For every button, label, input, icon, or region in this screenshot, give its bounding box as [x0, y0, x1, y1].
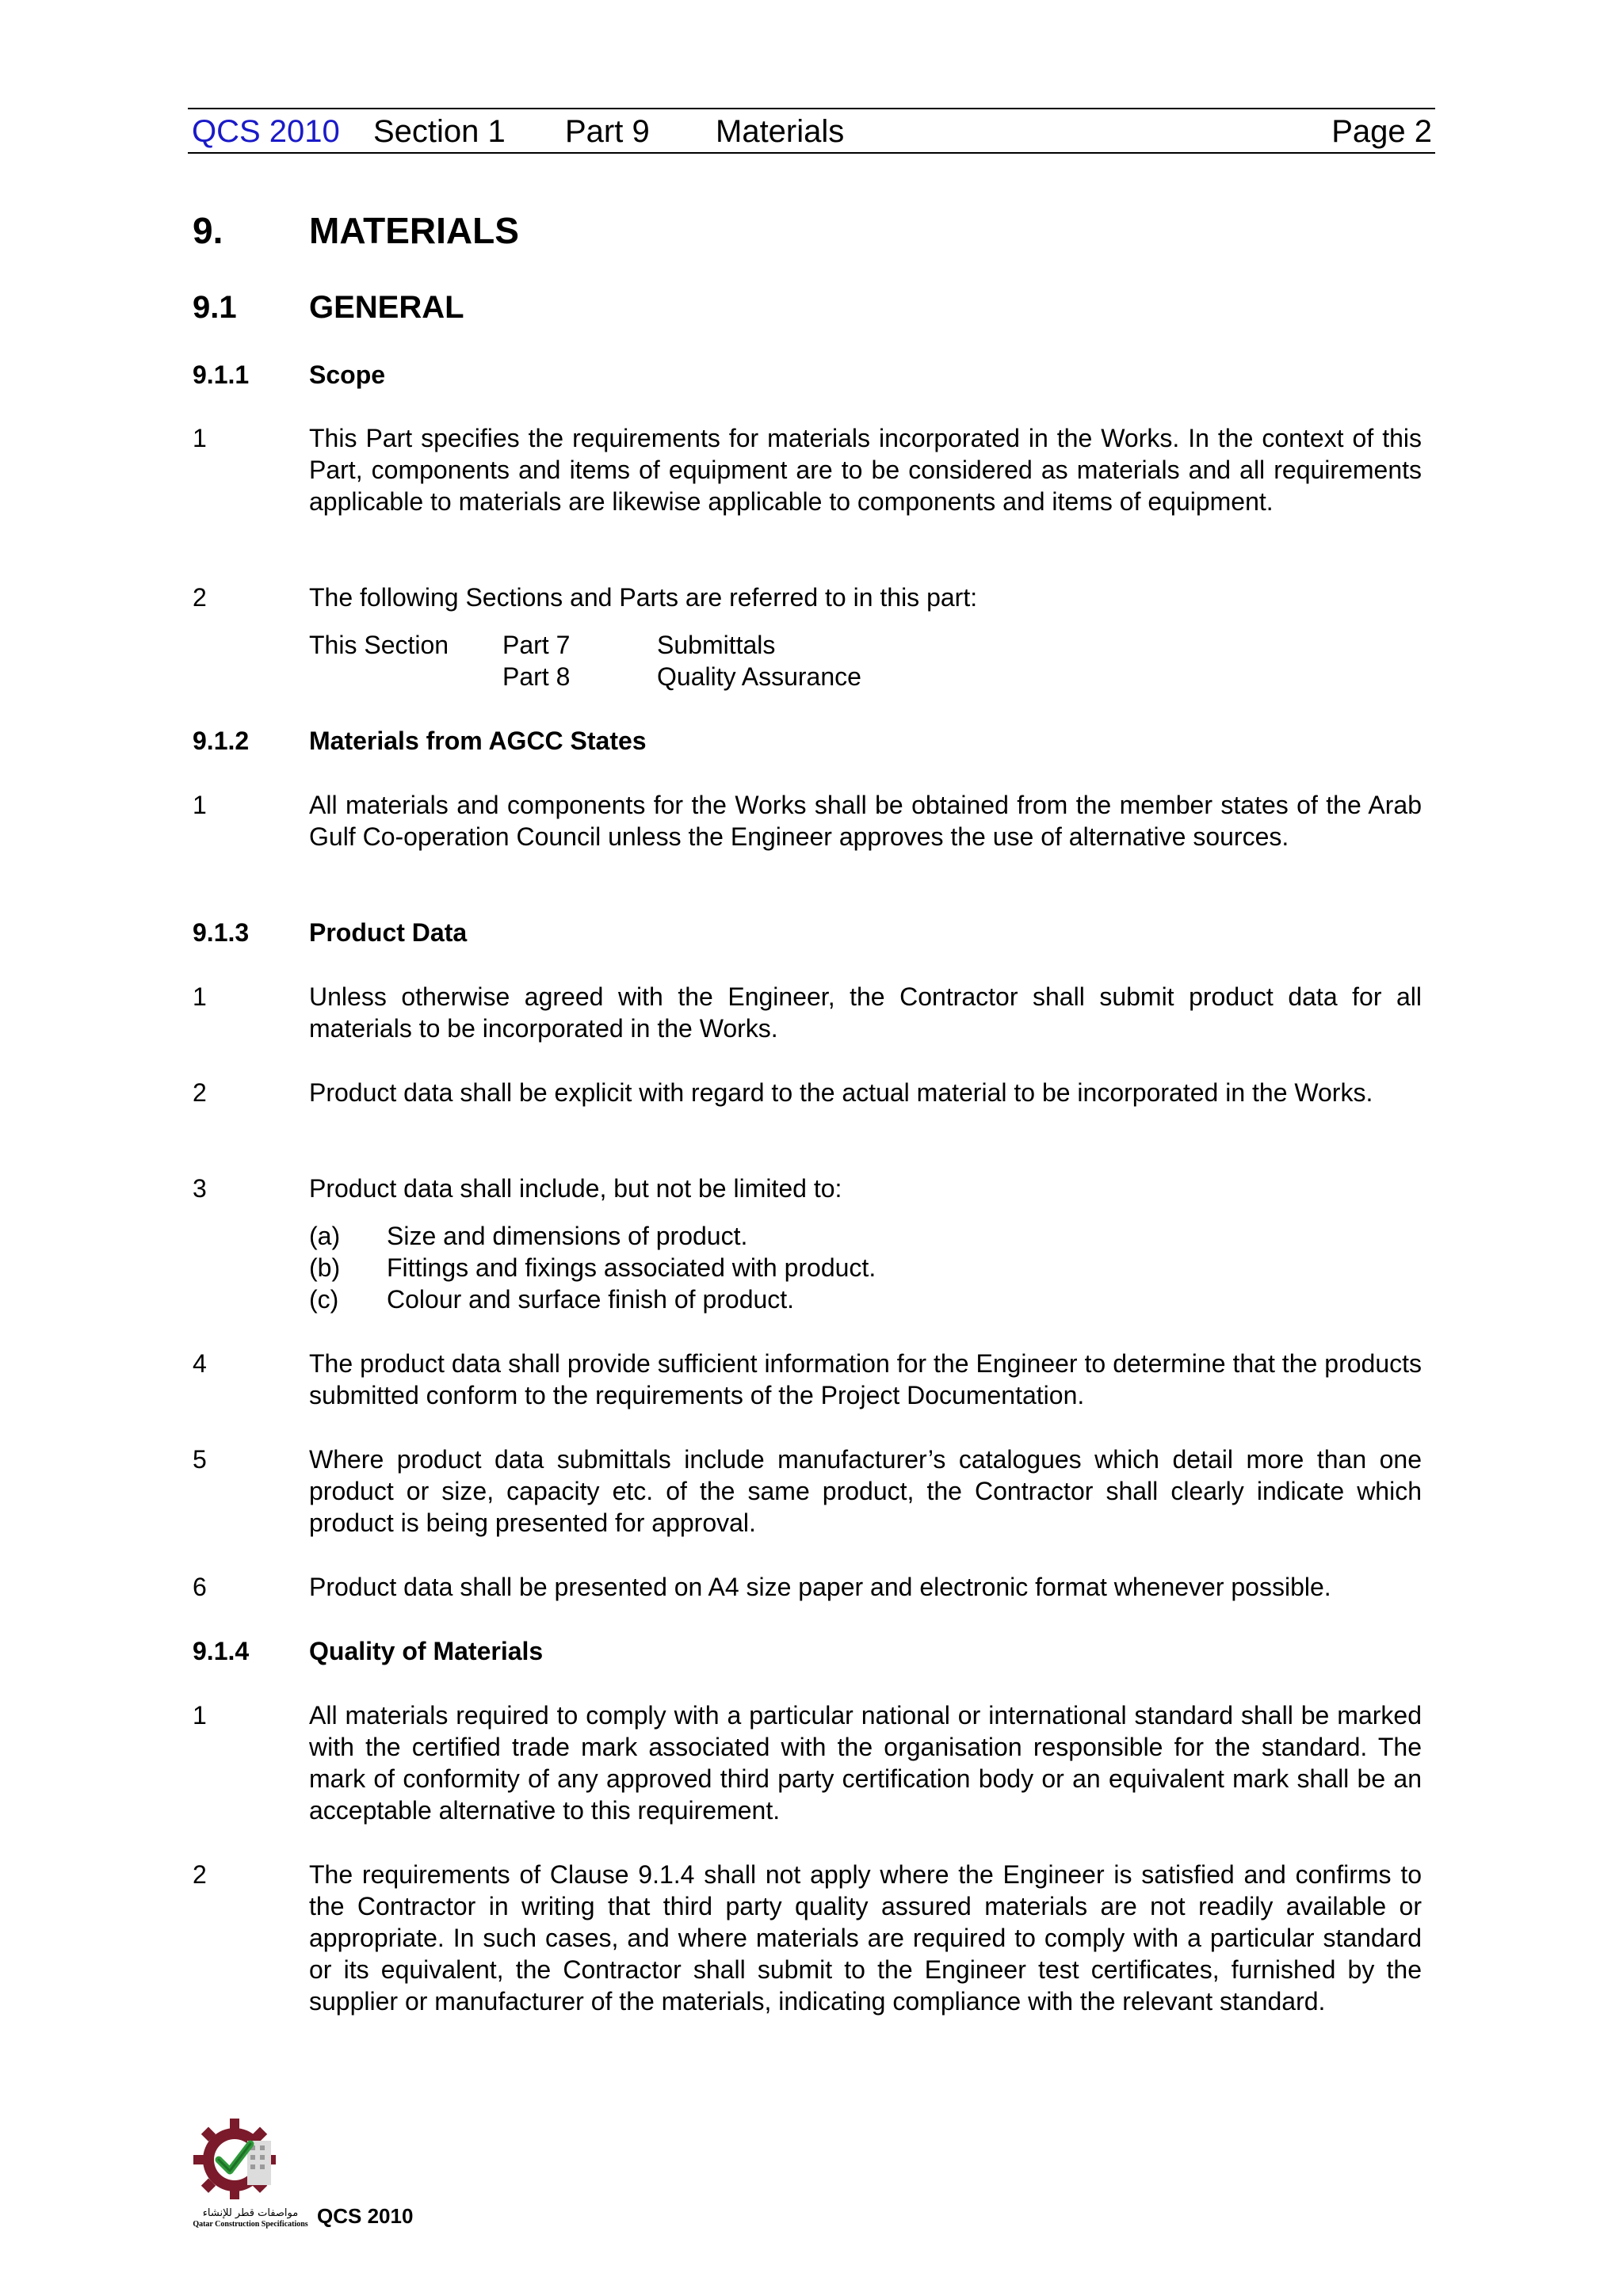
header-section: Section 1 — [373, 114, 506, 149]
paragraph-number: 6 — [193, 1573, 207, 1601]
header-title: Materials — [716, 114, 845, 149]
list-item-text: Fittings and fixings associated with product. — [387, 1253, 876, 1282]
page-header — [188, 108, 1435, 154]
paragraph-number: 4 — [193, 1349, 207, 1378]
paragraph: The product data shall provide sufficient information for the Engineer to determine that the products submitted conform to the requirements of the Project Documentation. — [309, 1349, 1422, 1409]
heading-title: MATERIALS — [309, 210, 519, 251]
subheading-number: 9.1 — [193, 290, 237, 325]
heading-number: 9. — [193, 210, 223, 251]
paragraph: The requirements of Clause 9.1.4 shall not apply where the Engineer is satisfied and confirms to the Contractor in writing that third party quality assured materials are not readily available or appropriate. In such cases, and where materials are required to comply with a particular standard or its equivalent, the Contractor shall submit to the Engineer test certificates, furnished by the supplier or manufacturer of the materials, indicating compliance with the relevant standard. — [309, 1860, 1422, 2016]
header-doc-code: QCS 2010 — [192, 114, 340, 149]
paragraph: This Part specifies the requirements for materials incorporated in the Works. In the context of this Part, components and items of equipment are to be considered as materials and all requirements applicable to materials are likewise applicable to components and items of equipment. — [309, 424, 1422, 516]
paragraph-number: 2 — [193, 1860, 207, 1889]
logo-arabic-text: مواصفات قطر للإنشاء — [202, 2207, 299, 2219]
clause-title: Quality of Materials — [309, 1637, 544, 1665]
paragraph-number: 1 — [193, 982, 207, 1011]
reference-part: Part 8 — [502, 662, 571, 691]
reference-name: Quality Assurance — [657, 662, 861, 691]
qcs-logo — [187, 2114, 314, 2233]
paragraph-number: 2 — [193, 583, 207, 612]
paragraph-number: 3 — [193, 1174, 207, 1203]
paragraph-number: 1 — [193, 1701, 207, 1730]
paragraph-number: 5 — [193, 1445, 207, 1474]
header-page-number: Page 2 — [1331, 114, 1432, 149]
clause-number: 9.1.3 — [193, 918, 250, 947]
clause-title: Materials from AGCC States — [309, 727, 647, 755]
subheading-title: GENERAL — [309, 290, 464, 325]
reference-part: Part 7 — [502, 631, 571, 659]
paragraph: Product data shall be explicit with regard to the actual material to be incorporated in the Works. — [309, 1078, 1373, 1107]
footer-doc-code: QCS 2010 — [317, 2204, 414, 2228]
paragraph: Product data shall be presented on A4 size paper and electronic format whenever possible. — [309, 1573, 1331, 1601]
clause-title: Product Data — [309, 918, 468, 947]
paragraph: All materials required to comply with a particular national or international standard shall be marked with the certified trade mark associated with the organisation responsible for the standard. The mark of conformity of any approved third party certification body or an equivalent mark shall be an acceptable alternative to this requirement. — [309, 1701, 1422, 1825]
list-item-text: Size and dimensions of product. — [387, 1222, 748, 1250]
paragraph-number: 1 — [193, 791, 207, 819]
paragraph-number: 2 — [193, 1078, 207, 1107]
paragraph-number: 1 — [193, 424, 207, 452]
paragraph: The following Sections and Parts are referred to in this part: — [309, 583, 978, 612]
reference-name: Submittals — [657, 631, 776, 659]
list-item-label: (c) — [309, 1285, 339, 1314]
logo-english-text: Qatar Construction Specifications — [193, 2220, 308, 2229]
clause-number: 9.1.4 — [193, 1637, 250, 1665]
clause-title: Scope — [309, 360, 386, 389]
list-item-label: (b) — [309, 1253, 341, 1282]
reference-section: This Section — [309, 631, 449, 659]
paragraph: Unless otherwise agreed with the Engineer, the Contractor shall submit product data for all materials to be incorporated in the Works. — [309, 982, 1422, 1043]
header-part: Part 9 — [565, 114, 650, 149]
list-item-label: (a) — [309, 1222, 341, 1250]
list-item-text: Colour and surface finish of product. — [387, 1285, 795, 1314]
clause-number: 9.1.2 — [193, 727, 250, 755]
paragraph: All materials and components for the Works shall be obtained from the member states of the Arab Gulf Co-operation Council unless the Engineer approves the use of alternative sources. — [309, 791, 1422, 851]
paragraph: Where product data submittals include manufacturer’s catalogues which detail more than one product or size, capacity etc. of the same product, the Contractor shall clearly indicate which product is being presented for approval. — [309, 1445, 1422, 1537]
paragraph: Product data shall include, but not be limited to: — [309, 1174, 842, 1203]
clause-number: 9.1.1 — [193, 360, 250, 389]
